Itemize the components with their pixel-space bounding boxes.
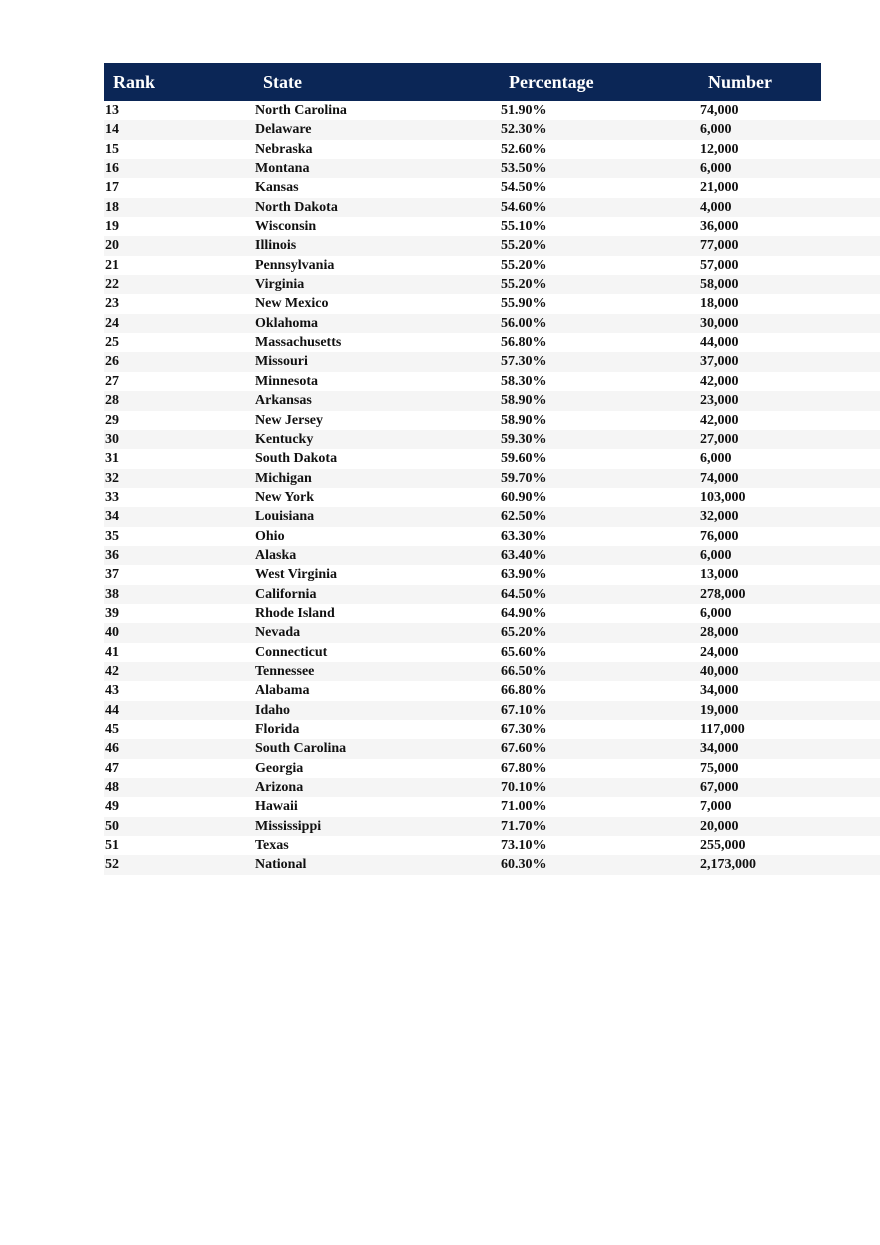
cell-state: Alaska xyxy=(255,547,297,563)
cell-number: 6,000 xyxy=(700,451,732,467)
cell-rank: 43 xyxy=(105,683,119,699)
cell-state: Louisiana xyxy=(255,509,315,525)
cell-rank: 40 xyxy=(105,625,119,641)
cell-rank: 24 xyxy=(105,315,119,331)
cell-number: 19,000 xyxy=(700,702,739,718)
cell-state: Hawaii xyxy=(255,799,298,815)
table-row xyxy=(104,778,880,797)
cell-rank: 47 xyxy=(105,760,119,776)
cell-percentage: 67.80% xyxy=(501,760,547,776)
cell-state: Illinois xyxy=(255,238,297,254)
cell-percentage: 60.30% xyxy=(501,857,547,873)
table-row xyxy=(104,720,880,739)
cell-percentage: 58.90% xyxy=(501,393,547,409)
cell-state: California xyxy=(255,586,317,602)
cell-number: 67,000 xyxy=(700,780,739,796)
cell-rank: 35 xyxy=(105,528,119,544)
cell-number: 103,000 xyxy=(700,489,746,505)
cell-percentage: 55.20% xyxy=(501,277,547,293)
cell-rank: 28 xyxy=(105,393,119,409)
cell-number: 23,000 xyxy=(700,393,739,409)
cell-percentage: 53.50% xyxy=(501,161,547,177)
cell-number: 77,000 xyxy=(700,238,739,254)
cell-state: Nebraska xyxy=(255,141,313,157)
cell-percentage: 55.10% xyxy=(501,219,547,235)
table-row xyxy=(104,546,880,565)
cell-percentage: 66.50% xyxy=(501,663,547,679)
cell-percentage: 55.90% xyxy=(501,296,547,312)
table-row xyxy=(104,855,880,874)
cell-number: 20,000 xyxy=(700,818,739,834)
cell-number: 6,000 xyxy=(700,161,732,177)
cell-percentage: 58.90% xyxy=(501,412,547,428)
cell-state: West Virginia xyxy=(255,567,338,583)
cell-rank: 51 xyxy=(105,838,119,854)
cell-number: 58,000 xyxy=(700,277,739,293)
cell-percentage: 55.20% xyxy=(501,257,547,273)
cell-number: 2,173,000 xyxy=(700,857,756,873)
cell-state: Idaho xyxy=(255,702,291,718)
cell-number: 12,000 xyxy=(700,141,739,157)
table-row xyxy=(104,449,880,468)
cell-state: Alabama xyxy=(255,683,310,699)
table-row xyxy=(104,217,880,236)
table-row xyxy=(104,256,880,275)
cell-number: 42,000 xyxy=(700,373,739,389)
cell-state: North Dakota xyxy=(255,199,338,215)
cell-rank: 41 xyxy=(105,644,119,660)
table-row xyxy=(104,565,880,584)
cell-percentage: 64.90% xyxy=(501,605,547,621)
cell-percentage: 52.60% xyxy=(501,141,547,157)
cell-number: 6,000 xyxy=(700,547,732,563)
cell-rank: 48 xyxy=(105,780,119,796)
cell-number: 13,000 xyxy=(700,567,739,583)
table-row xyxy=(104,372,880,391)
table-row xyxy=(104,604,880,623)
cell-rank: 13 xyxy=(105,103,119,118)
cell-number: 74,000 xyxy=(700,103,739,118)
header-number: Number xyxy=(708,72,772,92)
cell-state: Arkansas xyxy=(255,393,312,409)
cell-state: Florida xyxy=(255,722,300,737)
table-row xyxy=(104,585,880,604)
cell-state: Arizona xyxy=(255,780,304,796)
cell-number: 74,000 xyxy=(700,470,739,486)
table-row xyxy=(104,159,880,178)
table-row xyxy=(104,759,880,778)
cell-number: 34,000 xyxy=(700,683,739,699)
table-row xyxy=(104,797,880,816)
cell-state: Connecticut xyxy=(255,644,328,660)
cell-state: Tennessee xyxy=(255,663,315,679)
cell-number: 76,000 xyxy=(700,528,739,544)
cell-number: 34,000 xyxy=(700,741,739,757)
table-row xyxy=(104,488,880,507)
cell-rank: 20 xyxy=(105,238,119,254)
table-row xyxy=(104,178,880,197)
cell-state: Kansas xyxy=(255,180,299,196)
cell-number: 32,000 xyxy=(700,509,739,525)
cell-state: Michigan xyxy=(255,470,312,486)
cell-number: 24,000 xyxy=(700,644,739,660)
cell-number: 21,000 xyxy=(700,180,739,196)
table-row xyxy=(104,836,880,855)
cell-rank: 19 xyxy=(105,219,119,235)
cell-percentage: 59.60% xyxy=(501,451,547,467)
cell-percentage: 71.70% xyxy=(501,818,547,834)
cell-number: 37,000 xyxy=(700,354,739,370)
cell-rank: 49 xyxy=(105,799,119,815)
table-row xyxy=(104,681,880,700)
cell-state: South Carolina xyxy=(255,741,347,757)
cell-number: 7,000 xyxy=(700,799,732,815)
table-row xyxy=(104,527,880,546)
cell-state: Texas xyxy=(255,838,289,854)
cell-percentage: 64.50% xyxy=(501,586,547,602)
table-row xyxy=(104,469,880,488)
cell-rank: 16 xyxy=(105,161,119,177)
cell-rank: 45 xyxy=(105,722,119,737)
cell-rank: 31 xyxy=(105,451,119,467)
table-row xyxy=(104,140,880,159)
cell-state: Pennsylvania xyxy=(255,257,335,273)
cell-rank: 22 xyxy=(105,277,119,293)
cell-percentage: 65.60% xyxy=(501,644,547,660)
cell-state: Oklahoma xyxy=(255,315,319,331)
cell-state: Minnesota xyxy=(255,373,318,389)
cell-number: 4,000 xyxy=(700,199,732,215)
cell-percentage: 63.40% xyxy=(501,547,547,563)
table-row xyxy=(104,739,880,758)
cell-rank: 14 xyxy=(105,122,119,138)
cell-number: 44,000 xyxy=(700,335,739,351)
cell-state: Wisconsin xyxy=(255,219,317,235)
cell-rank: 37 xyxy=(105,567,119,583)
table-row xyxy=(104,643,880,662)
cell-number: 75,000 xyxy=(700,760,739,776)
cell-percentage: 70.10% xyxy=(501,780,547,796)
cell-rank: 17 xyxy=(105,180,119,196)
table-row xyxy=(104,120,880,139)
cell-state: Mississippi xyxy=(255,818,322,834)
cell-state: Delaware xyxy=(255,122,312,138)
cell-rank: 29 xyxy=(105,412,119,428)
cell-state: Montana xyxy=(255,161,310,177)
cell-rank: 50 xyxy=(105,818,119,834)
cell-rank: 26 xyxy=(105,354,119,370)
cell-percentage: 60.90% xyxy=(501,489,547,505)
cell-number: 42,000 xyxy=(700,412,739,428)
cell-number: 40,000 xyxy=(700,663,739,679)
cell-rank: 21 xyxy=(105,257,119,273)
cell-number: 27,000 xyxy=(700,431,739,447)
cell-state: Ohio xyxy=(255,528,285,544)
table-row xyxy=(104,430,880,449)
cell-percentage: 59.70% xyxy=(501,470,547,486)
table-row xyxy=(104,352,880,371)
cell-state: South Dakota xyxy=(255,451,338,467)
cell-state: National xyxy=(255,857,307,873)
table-row xyxy=(104,198,880,217)
header-rank: Rank xyxy=(113,72,156,92)
cell-state: Georgia xyxy=(255,760,304,776)
table-row xyxy=(104,411,880,430)
cell-number: 278,000 xyxy=(700,586,746,602)
cell-state: New York xyxy=(255,489,314,505)
table-row xyxy=(104,701,880,720)
table-row xyxy=(104,294,880,313)
cell-rank: 34 xyxy=(105,509,119,525)
cell-percentage: 71.00% xyxy=(501,799,547,815)
cell-state: Kentucky xyxy=(255,431,314,447)
cell-state: New Jersey xyxy=(255,412,324,428)
cell-rank: 44 xyxy=(105,702,119,718)
table-row xyxy=(104,275,880,294)
cell-rank: 15 xyxy=(105,141,119,157)
cell-rank: 32 xyxy=(105,470,119,486)
cell-rank: 39 xyxy=(105,605,119,621)
cell-number: 6,000 xyxy=(700,122,732,138)
cell-number: 30,000 xyxy=(700,315,739,331)
cell-percentage: 56.80% xyxy=(501,335,547,351)
cell-percentage: 55.20% xyxy=(501,238,547,254)
table-row xyxy=(104,662,880,681)
table-row xyxy=(104,333,880,352)
table-row xyxy=(104,314,880,333)
table-row xyxy=(104,101,880,120)
cell-percentage: 51.90% xyxy=(501,103,547,118)
cell-percentage: 56.00% xyxy=(501,315,547,331)
cell-rank: 33 xyxy=(105,489,119,505)
cell-rank: 38 xyxy=(105,586,119,602)
cell-percentage: 65.20% xyxy=(501,625,547,641)
cell-number: 18,000 xyxy=(700,296,739,312)
cell-state: Nevada xyxy=(255,625,301,641)
table-body xyxy=(104,101,880,875)
table-row xyxy=(104,817,880,836)
cell-percentage: 54.60% xyxy=(501,199,547,215)
cell-number: 6,000 xyxy=(700,605,732,621)
cell-number: 255,000 xyxy=(700,838,746,854)
cell-rank: 23 xyxy=(105,296,119,312)
table-row xyxy=(104,623,880,642)
header-percentage: Percentage xyxy=(509,72,594,92)
cell-percentage: 63.90% xyxy=(501,567,547,583)
cell-percentage: 63.30% xyxy=(501,528,547,544)
cell-number: 117,000 xyxy=(700,722,745,737)
cell-percentage: 67.10% xyxy=(501,702,547,718)
cell-rank: 30 xyxy=(105,431,119,447)
cell-percentage: 58.30% xyxy=(501,373,547,389)
cell-rank: 52 xyxy=(105,857,119,873)
cell-percentage: 73.10% xyxy=(501,838,547,854)
cell-percentage: 62.50% xyxy=(501,509,547,525)
table-row xyxy=(104,391,880,410)
cell-number: 36,000 xyxy=(700,219,739,235)
cell-rank: 36 xyxy=(105,547,119,563)
cell-percentage: 67.60% xyxy=(501,741,547,757)
cell-rank: 18 xyxy=(105,199,119,215)
cell-percentage: 57.30% xyxy=(501,354,547,370)
cell-percentage: 59.30% xyxy=(501,431,547,447)
cell-state: North Carolina xyxy=(255,103,347,118)
cell-percentage: 54.50% xyxy=(501,180,547,196)
table-row xyxy=(104,507,880,526)
cell-rank: 25 xyxy=(105,335,119,351)
cell-rank: 42 xyxy=(105,663,119,679)
cell-state: Missouri xyxy=(255,354,308,370)
cell-state: Virginia xyxy=(255,277,305,293)
cell-state: New Mexico xyxy=(255,296,329,312)
table-row xyxy=(104,236,880,255)
cell-state: Massachusetts xyxy=(255,335,342,351)
cell-state: Rhode Island xyxy=(255,605,335,621)
cell-number: 57,000 xyxy=(700,257,739,273)
header-state: State xyxy=(263,72,302,92)
cell-percentage: 52.30% xyxy=(501,122,547,138)
cell-percentage: 67.30% xyxy=(501,722,547,737)
cell-percentage: 66.80% xyxy=(501,683,547,699)
cell-rank: 46 xyxy=(105,741,119,757)
table-header xyxy=(104,63,821,101)
cell-number: 28,000 xyxy=(700,625,739,641)
cell-rank: 27 xyxy=(105,373,119,389)
